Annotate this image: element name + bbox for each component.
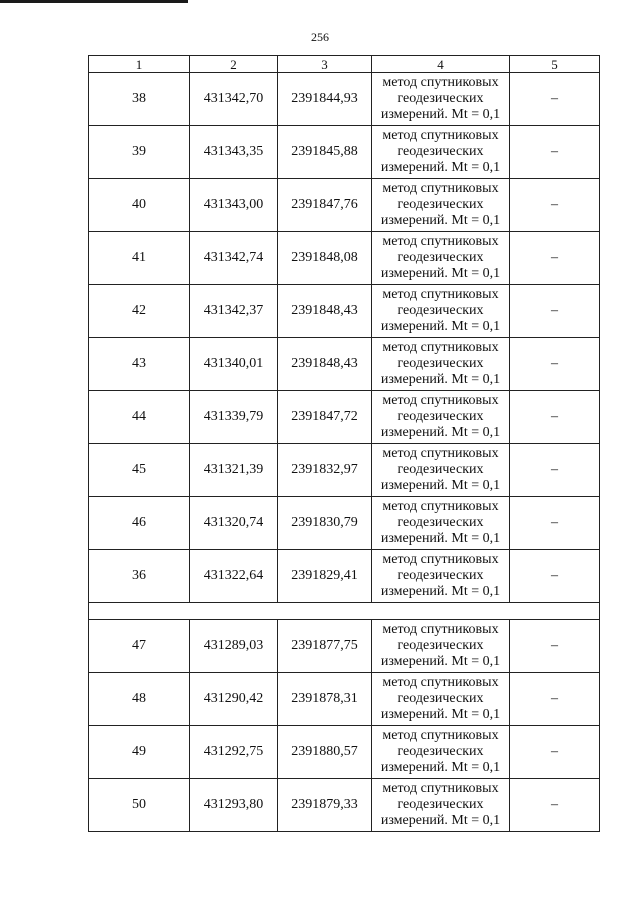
y-coordinate-cell: 2391848,43: [278, 338, 372, 391]
x-coordinate-cell: 431293,80: [190, 779, 278, 832]
method-cell: метод спутниковых геодезических измерений. Mt = 0,1: [372, 550, 510, 603]
x-coordinate-cell: 431290,42: [190, 673, 278, 726]
separator-cell: [89, 603, 600, 620]
group-separator: [89, 603, 600, 620]
point-number-cell: 39: [89, 126, 190, 179]
point-number-cell: 43: [89, 338, 190, 391]
y-coordinate-cell: 2391847,72: [278, 391, 372, 444]
method-cell: метод спутниковых геодезических измерений. Mt = 0,1: [372, 338, 510, 391]
group-2-rows: [89, 620, 600, 832]
y-coordinate-cell: 2391880,57: [278, 726, 372, 779]
note-cell: –: [510, 620, 600, 673]
header-col-3: 3: [278, 56, 372, 73]
y-coordinate-cell: 2391847,76: [278, 179, 372, 232]
table-row: [89, 391, 600, 444]
method-cell: метод спутниковых геодезических измерений. Mt = 0,1: [372, 179, 510, 232]
coordinates-table: [88, 55, 600, 832]
y-coordinate-cell: 2391848,08: [278, 232, 372, 285]
note-cell: –: [510, 550, 600, 603]
note-cell: –: [510, 497, 600, 550]
table-row: [89, 444, 600, 497]
point-number-cell: 47: [89, 620, 190, 673]
point-number-cell: 38: [89, 73, 190, 126]
note-cell: –: [510, 338, 600, 391]
top-rule: [0, 0, 188, 3]
note-cell: –: [510, 285, 600, 338]
header-col-5: 5: [510, 56, 600, 73]
header-col-1: 1: [89, 56, 190, 73]
separator-row: [89, 603, 600, 620]
table-row: [89, 550, 600, 603]
header-col-2: 2: [190, 56, 278, 73]
x-coordinate-cell: 431322,64: [190, 550, 278, 603]
table-row: [89, 620, 600, 673]
method-cell: метод спутниковых геодезических измерений. Mt = 0,1: [372, 726, 510, 779]
method-cell: метод спутниковых геодезических измерений. Mt = 0,1: [372, 497, 510, 550]
table-row: [89, 232, 600, 285]
y-coordinate-cell: 2391878,31: [278, 673, 372, 726]
method-cell: метод спутниковых геодезических измерений. Mt = 0,1: [372, 126, 510, 179]
method-cell: метод спутниковых геодезических измерений. Mt = 0,1: [372, 620, 510, 673]
point-number-cell: 42: [89, 285, 190, 338]
note-cell: –: [510, 179, 600, 232]
y-coordinate-cell: 2391879,33: [278, 779, 372, 832]
method-cell: метод спутниковых геодезических измерений. Mt = 0,1: [372, 444, 510, 497]
x-coordinate-cell: 431342,70: [190, 73, 278, 126]
note-cell: –: [510, 232, 600, 285]
note-cell: –: [510, 391, 600, 444]
x-coordinate-cell: 431340,01: [190, 338, 278, 391]
y-coordinate-cell: 2391848,43: [278, 285, 372, 338]
note-cell: –: [510, 726, 600, 779]
x-coordinate-cell: 431343,00: [190, 179, 278, 232]
table-row: [89, 179, 600, 232]
point-number-cell: 36: [89, 550, 190, 603]
point-number-cell: 48: [89, 673, 190, 726]
point-number-cell: 45: [89, 444, 190, 497]
x-coordinate-cell: 431320,74: [190, 497, 278, 550]
method-cell: метод спутниковых геодезических измерений. Mt = 0,1: [372, 673, 510, 726]
y-coordinate-cell: 2391845,88: [278, 126, 372, 179]
note-cell: –: [510, 444, 600, 497]
table-row: [89, 285, 600, 338]
table-row: [89, 126, 600, 179]
y-coordinate-cell: 2391877,75: [278, 620, 372, 673]
x-coordinate-cell: 431342,74: [190, 232, 278, 285]
group-1-rows: [89, 73, 600, 603]
note-cell: –: [510, 779, 600, 832]
point-number-cell: 46: [89, 497, 190, 550]
point-number-cell: 49: [89, 726, 190, 779]
point-number-cell: 44: [89, 391, 190, 444]
table-row: [89, 673, 600, 726]
method-cell: метод спутниковых геодезических измерений. Mt = 0,1: [372, 391, 510, 444]
note-cell: –: [510, 126, 600, 179]
y-coordinate-cell: 2391832,97: [278, 444, 372, 497]
point-number-cell: 50: [89, 779, 190, 832]
table-row: [89, 73, 600, 126]
x-coordinate-cell: 431342,37: [190, 285, 278, 338]
method-cell: метод спутниковых геодезических измерений. Mt = 0,1: [372, 232, 510, 285]
page-number: 256: [311, 30, 329, 44]
y-coordinate-cell: 2391829,41: [278, 550, 372, 603]
table-row: [89, 338, 600, 391]
header-col-4: 4: [372, 56, 510, 73]
note-cell: –: [510, 673, 600, 726]
method-cell: метод спутниковых геодезических измерений. Mt = 0,1: [372, 285, 510, 338]
point-number-cell: 40: [89, 179, 190, 232]
x-coordinate-cell: 431289,03: [190, 620, 278, 673]
table-row: [89, 497, 600, 550]
method-cell: метод спутниковых геодезических измерений. Mt = 0,1: [372, 779, 510, 832]
method-cell: метод спутниковых геодезических измерений. Mt = 0,1: [372, 73, 510, 126]
table-row: [89, 726, 600, 779]
point-number-cell: 41: [89, 232, 190, 285]
note-cell: –: [510, 73, 600, 126]
x-coordinate-cell: 431292,75: [190, 726, 278, 779]
table-header-row: [89, 56, 600, 73]
table-row: [89, 779, 600, 832]
x-coordinate-cell: 431343,35: [190, 126, 278, 179]
y-coordinate-cell: 2391844,93: [278, 73, 372, 126]
y-coordinate-cell: 2391830,79: [278, 497, 372, 550]
x-coordinate-cell: 431339,79: [190, 391, 278, 444]
x-coordinate-cell: 431321,39: [190, 444, 278, 497]
